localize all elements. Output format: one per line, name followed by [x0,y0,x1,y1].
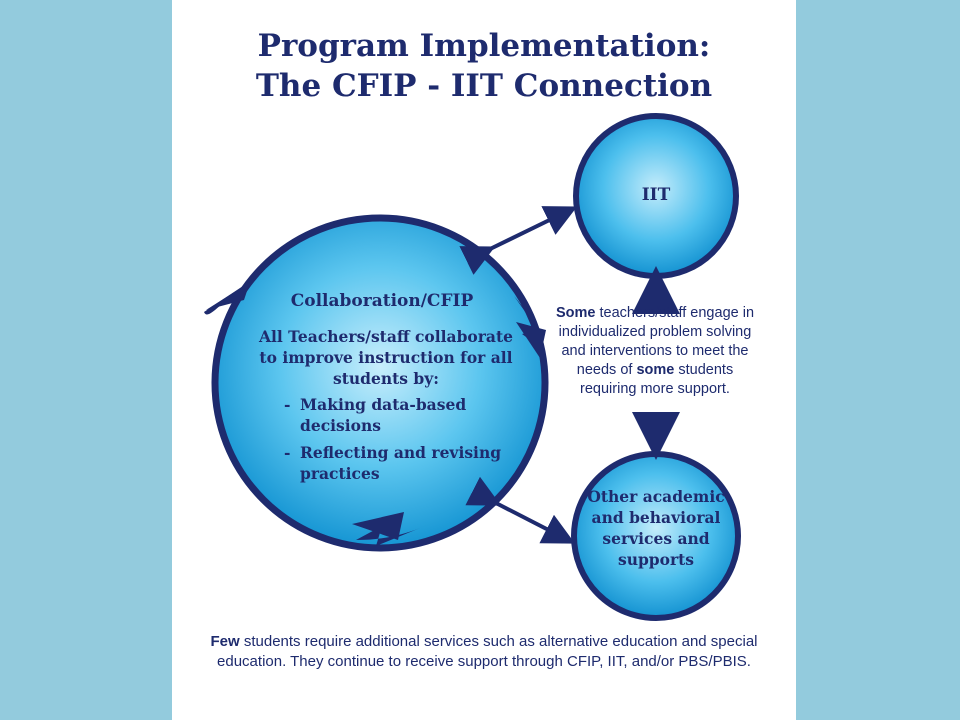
connector-main-other [494,502,568,540]
main-circle-body: All Teachers/staff collaborate to improve instruction for all students by: [258,327,514,388]
side-note-text-1: teachers/staff engage in individualized problem solving and interventions to meet the needs of [558,305,755,378]
main-circle-heading: Collaboration/CFIP [290,291,474,311]
footer-note [196,632,772,672]
bullet-text-line-2: practices [300,464,380,483]
bullet-dash: - [284,395,291,414]
footer-bold: Few [210,633,240,650]
bullet-text-line-2: decisions [300,416,381,435]
side-note-bold-1: Some [555,305,596,321]
iit-label: IIT [641,185,671,205]
main-bullet-2 [284,442,514,484]
side-note [548,304,762,399]
connector-main-iit [488,210,570,250]
other-services-label: Other academic and behavioral services and supports [587,487,725,569]
side-note-text-2: students requiring more support. [580,362,734,397]
title-line-2: The CFIP - IIT Connection [255,68,713,104]
bullet-text-line-1: Making data-based [300,395,467,414]
side-note-bold-2: some [636,362,675,378]
main-bullet-1 [284,394,514,436]
footer-text: students require additional services such as alternative education and special education. They continue to receive support through CFIP, IIT, and/or PBS/PBIS. [217,633,758,670]
title-line-1: Program Implementation: [257,28,711,64]
bullet-text-line-1: Reflecting and revising [300,443,502,462]
bullet-dash: - [284,443,291,462]
